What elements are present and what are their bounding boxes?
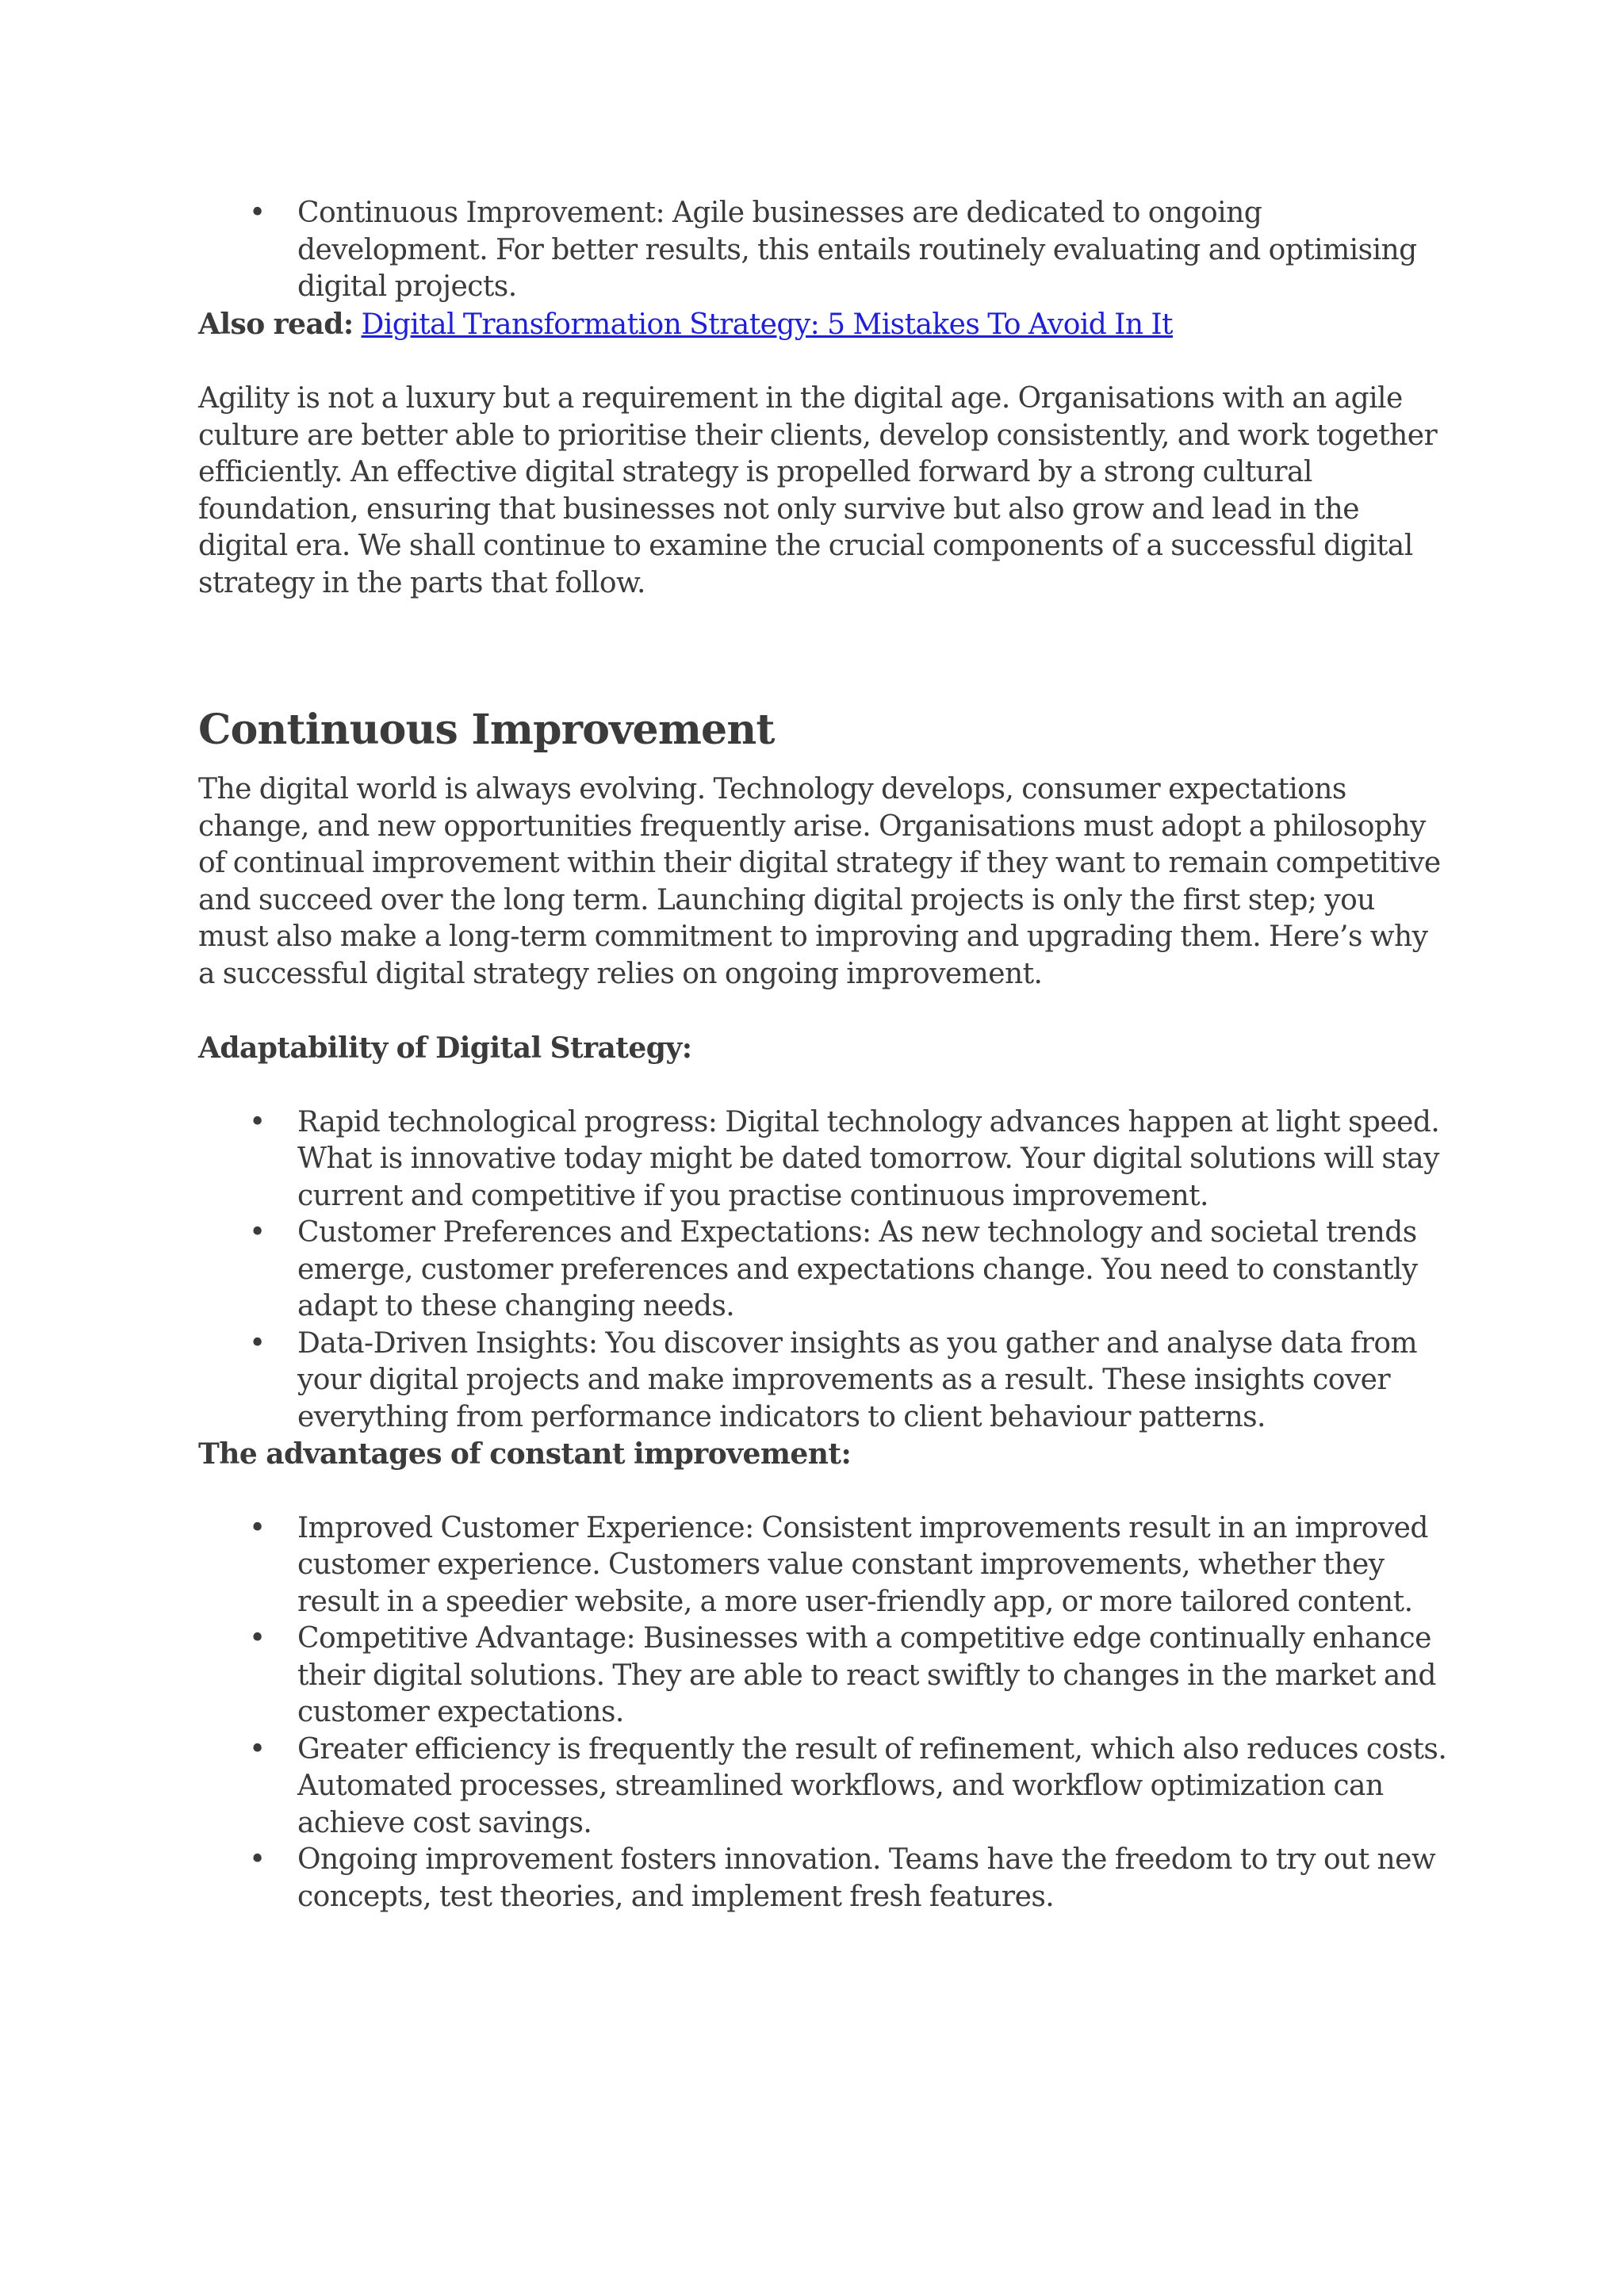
bullet-icon: • [249,1511,266,1544]
bullet-icon: • [249,197,266,229]
list-item [198,1104,1451,1215]
list-item [198,1621,1451,1732]
bullet-icon: • [249,1732,266,1766]
also-read-line [198,306,1451,344]
list-item [198,1215,1451,1326]
document-page [198,195,1451,1915]
section-intro-paragraph: The digital world is always evolving. Technology develops, consumer expectations change, and new opportunities frequently arise. Organisations must adopt a philosophy of continual improvement within their digital strategy if they want to remain competitive and succeed over the long term. Launching digital projects is only the first step; you must also make a long-term commitment to improving and upgrading them. Here’s why a successful digital strategy relies on ongoing improvement. [198,773,1441,990]
bullet-icon: • [249,1622,266,1655]
list-item-text: Greater efficiency is frequently the result of refinement, which also reduces costs. Automated processes, streamlined workflows, and workflow optimization can achieve cost savings. [297,1732,1447,1839]
list-item [198,1732,1451,1843]
advantages-heading: The advantages of constant improvement: [198,1437,852,1471]
bullet-icon: • [249,1843,266,1876]
list-item [198,1326,1451,1437]
bullet-icon: • [249,1105,266,1138]
section-title: Continuous Improvement [198,706,775,754]
list-item-text: Ongoing improvement fosters innovation. Teams have the freedom to try out new concepts, test theories, and implement fresh features. [297,1843,1436,1913]
agility-paragraph: Agility is not a luxury but a requirement in the digital age. Organisations with an agile culture are better able to prioritise their clients, develop consistently, and work together efficiently. An effective digital strategy is propelled forward by a strong cultural foundation, ensuring that businesses not only survive but also grow and lead in the digital era. We shall continue to examine the crucial components of a successful digital strategy in the parts that follow. [198,382,1438,599]
bullet-icon: • [249,1216,266,1249]
list-item-text: Improved Customer Experience: Consistent improvements result in an improved customer experience. Customers value constant improvements, whether they result in a speedier website, a more user-friendly app, or more tailored content. [297,1511,1428,1618]
list-item [198,195,1451,306]
advantages-bullet-list-a [198,1510,1451,1621]
list-item [198,1510,1451,1621]
adaptability-heading: Adaptability of Digital Strategy: [198,1031,692,1065]
list-item-text: Customer Preferences and Expectations: As new technology and societal trends emerge, customer preferences and expectations change. You need to constantly adapt to these changing needs. [297,1216,1418,1322]
list-item [198,1842,1451,1915]
also-read-label: Also read: [198,307,354,341]
list-item-text: Data-Driven Insights: You discover insights as you gather and analyse data from your digital projects and make improvements as a result. These insights cover everything from performance indicators to client behaviour patterns. [297,1326,1418,1433]
advantages-bullet-list-b [198,1621,1451,1915]
also-read-link[interactable]: Digital Transformation Strategy: 5 Mistakes To Avoid In It [361,308,1173,341]
intro-bullet-list [198,195,1451,306]
adaptability-bullet-list [198,1104,1451,1437]
bullet-icon: • [249,1326,266,1360]
list-item-text: Competitive Advantage: Businesses with a competitive edge continually enhance their digital solutions. They are able to react swiftly to changes in the market and customer expectations. [297,1622,1436,1728]
list-item-text: Continuous Improvement: Agile businesses are dedicated to ongoing development. For better results, this entails routinely evaluating and optimising digital projects. [297,197,1417,303]
list-item-text: Rapid technological progress: Digital technology advances happen at light speed. What is innovative today might be dated tomorrow. Your digital solutions will stay current and competitive if you practise continuous improvement. [297,1105,1440,1212]
